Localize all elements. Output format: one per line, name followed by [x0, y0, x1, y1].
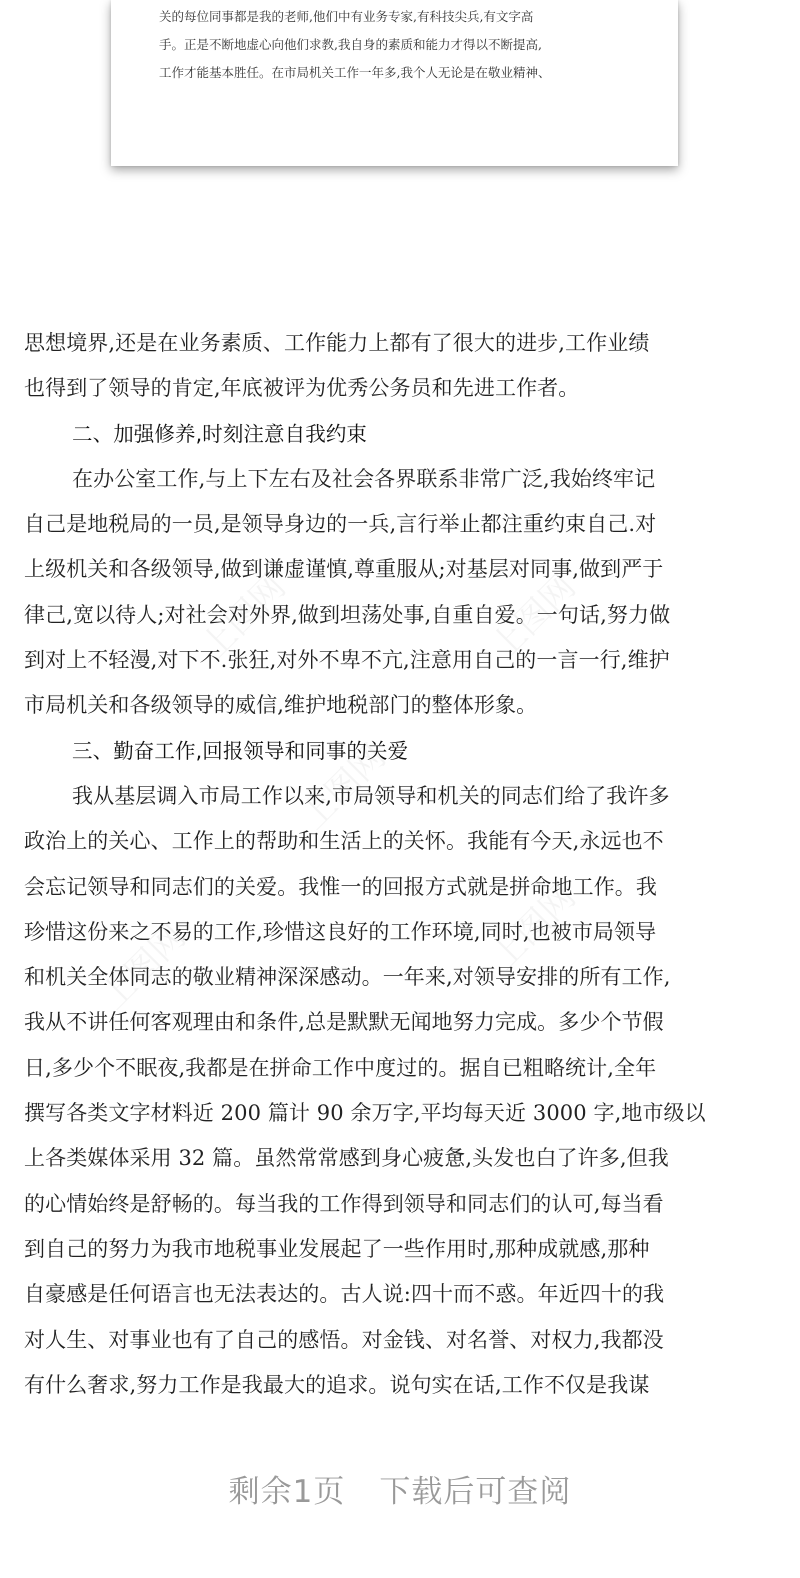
text-line: 上级机关和各级领导,做到谦虚谨慎,尊重服从;对基层对同事,做到严于: [24, 557, 664, 582]
text-line: 上各类媒体采用 32 篇。虽然常常感到身心疲惫,头发也白了许多,但我: [24, 1146, 669, 1171]
section-heading: 二、加强修养,时刻注意自我约束: [72, 421, 368, 446]
preview-line: 手。正是不断地虚心向他们求教,我自身的素质和能力才得以不断提高,: [159, 37, 542, 52]
text-line: 到对上不轻漫,对下不.张狂,对外不卑不亢,注意用自己的一言一行,维护: [24, 648, 670, 673]
document-body: [24, 321, 780, 1408]
text-line: 到自己的努力为我市地税事业发展起了一些作用时,那种成就感,那种: [24, 1236, 650, 1261]
preview-line: 工作才能基本胜任。在市局机关工作一年多,我个人无论是在敬业精神、: [159, 65, 551, 80]
text-line: 有什么奢求,努力工作是我最大的追求。说句实在话,工作不仅是我谋: [24, 1372, 650, 1397]
text-line: 市局机关和各级领导的威信,维护地税部门的整体形象。: [24, 693, 538, 718]
download-prompt[interactable]: [0, 1466, 800, 1511]
section-heading: 三、勤奋工作,回报领导和同事的关爱: [72, 738, 409, 763]
text-line: 撰写各类文字材料近 200 篇计 90 余万字,平均每天近 3000 字,地市级以: [24, 1101, 706, 1126]
text-line: 会忘记领导和同志们的关爱。我惟一的回报方式就是拼命地工作。我: [24, 874, 657, 899]
text-line: 和机关全体同志的敬业精神深深感动。一年来,对领导安排的所有工作,: [24, 965, 671, 990]
text-line: 我从不讲任何客观理由和条件,总是默默无闻地努力完成。多少个节假: [24, 1010, 664, 1035]
text-line: 的心情始终是舒畅的。每当我的工作得到领导和同志们的认可,每当看: [24, 1191, 664, 1216]
text-line: 自己是地税局的一员,是领导身边的一兵,言行举止都注重约束自己.对: [24, 512, 657, 537]
download-to-view-label: 下载后可查阅: [379, 1474, 572, 1510]
preview-line: 关的每位同事都是我的老师,他们中有业务专家,有科技尖兵,有文字高: [159, 9, 534, 24]
text-line: 思想境界,还是在业务素质、工作能力上都有了很大的进步,工作业绩: [24, 331, 650, 355]
text-line: 自豪感是任何语言也无法表达的。古人说:四十而不惑。年近四十的我: [24, 1282, 665, 1307]
text-line: 政治上的关心、工作上的帮助和生活上的关怀。我能有今天,永远也不: [24, 829, 664, 854]
text-line: 我从基层调入市局工作以来,市局领导和机关的同志们给了我许多: [72, 783, 670, 808]
text-line: 也得到了领导的肯定,年底被评为优秀公务员和先进工作者。: [24, 376, 580, 401]
remaining-pages-label: 剩余1页: [228, 1474, 346, 1510]
text-line: 日,多少个不眠夜,我都是在拼命工作中度过的。据自已粗略统计,全年: [24, 1055, 657, 1080]
text-line: 珍惜这份来之不易的工作,珍惜这良好的工作环境,同时,也被市局领导: [24, 919, 657, 944]
preview-page-card: [111, 0, 678, 166]
text-line: 在办公室工作,与上下左右及社会各界联系非常广泛,我始终牢记: [72, 466, 656, 491]
text-line: 对人生、对事业也有了自己的感悟。对金钱、对名誉、对权力,我都没: [24, 1327, 664, 1352]
text-line: 律己,宽以待人;对社会对外界,做到坦荡处事,自重自爱。一句话,努力做: [24, 602, 671, 627]
